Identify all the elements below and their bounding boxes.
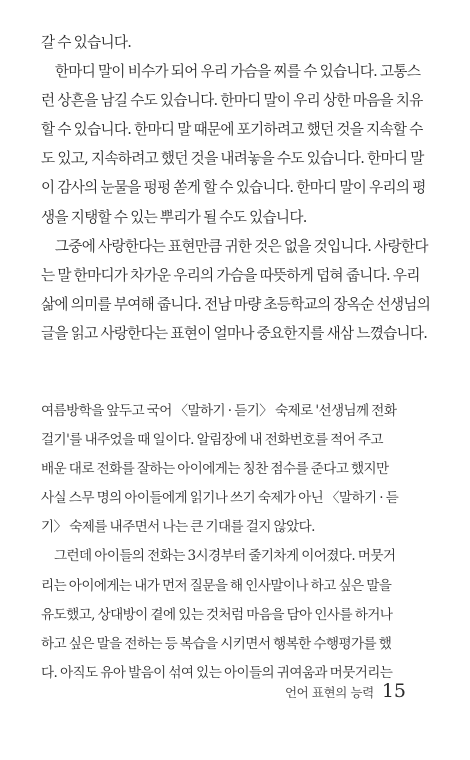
quoted-passage [41,397,431,688]
body-line: 그중에 사랑한다는 표현만큼 귀한 것은 없을 것입니다. 사랑한다 [41,237,428,255]
body-line: 도 있고, 지속하려고 했던 것을 내려놓을 수도 있습니다. 한마디 말 [41,150,424,168]
body-paragraphs [41,28,431,348]
body-line: 할 수 있습니다. 한마디 말 때문에 포기하려고 했던 것을 지속할 수 [41,121,423,139]
body-line: 이 감사의 눈물을 펑펑 쏟게 할 수 있습니다. 한마디 말이 우리의 평 [41,179,426,197]
quote-line: 사실 스무 명의 아이들에게 읽기나 쓰기 숙제가 아닌 〈말하기 · 듣 [41,490,399,507]
body-line: 글을 읽고 사랑한다는 표현이 얼마나 중요한지를 새삼 느꼈습니다. [41,324,428,342]
body-line: 갈 수 있습니다. [41,34,132,51]
body-line: 는 말 한마디가 차가운 우리의 가슴을 따뜻하게 덥혀 줍니다. 우리 [41,266,420,284]
quote-line: 리는 아이에게는 내가 먼저 질문을 해 인사말이나 하고 싶은 말을 [41,577,392,594]
book-title: 언어 표현의 능력 [284,685,374,700]
body-line: 삶에 의미를 부여해 줍니다. 전남 마량 초등학교의 장옥순 선생님의 [41,295,431,313]
quote-line: 하고 싶은 말을 전하는 등 복습을 시키면서 행복한 수행평가를 했 [41,635,392,652]
body-line: 한마디 말이 비수가 되어 우리 가슴을 찌를 수 있습니다. 고통스 [41,63,421,81]
quote-line: 배운 대로 전화를 잘하는 아이에게는 칭찬 점수를 준다고 했지만 [41,461,389,478]
body-line: 생을 지탱할 수 있는 뿌리가 될 수도 있습니다. [41,208,307,226]
page-number: 15 [381,680,406,702]
page-footer [285,680,406,702]
quote-line: 유도했고, 상대방이 곁에 있는 것처럼 마음을 담아 인사를 하거나 [41,606,393,623]
quote-line: 다. 아직도 유아 발음이 섞여 있는 아이들의 귀여움과 머뭇거리는 [41,664,393,681]
quote-line: 여름방학을 앞두고 국어 〈말하기 · 듣기〉 숙제로 '선생님께 전화 [41,403,397,419]
quote-line: 그런데 아이들의 전화는 3시경부터 줄기차게 이어졌다. 머뭇거 [41,548,396,565]
body-line: 런 상흔을 남길 수도 있습니다. 한마디 말이 우리 상한 마음을 치유 [41,92,423,110]
quote-line: 기〉 숙제를 내주면서 나는 큰 기대를 걸지 않았다. [41,519,315,536]
quote-line: 걸기'를 내주었을 때 일이다. 알림장에 내 전화번호를 적어 주고 [41,432,383,449]
